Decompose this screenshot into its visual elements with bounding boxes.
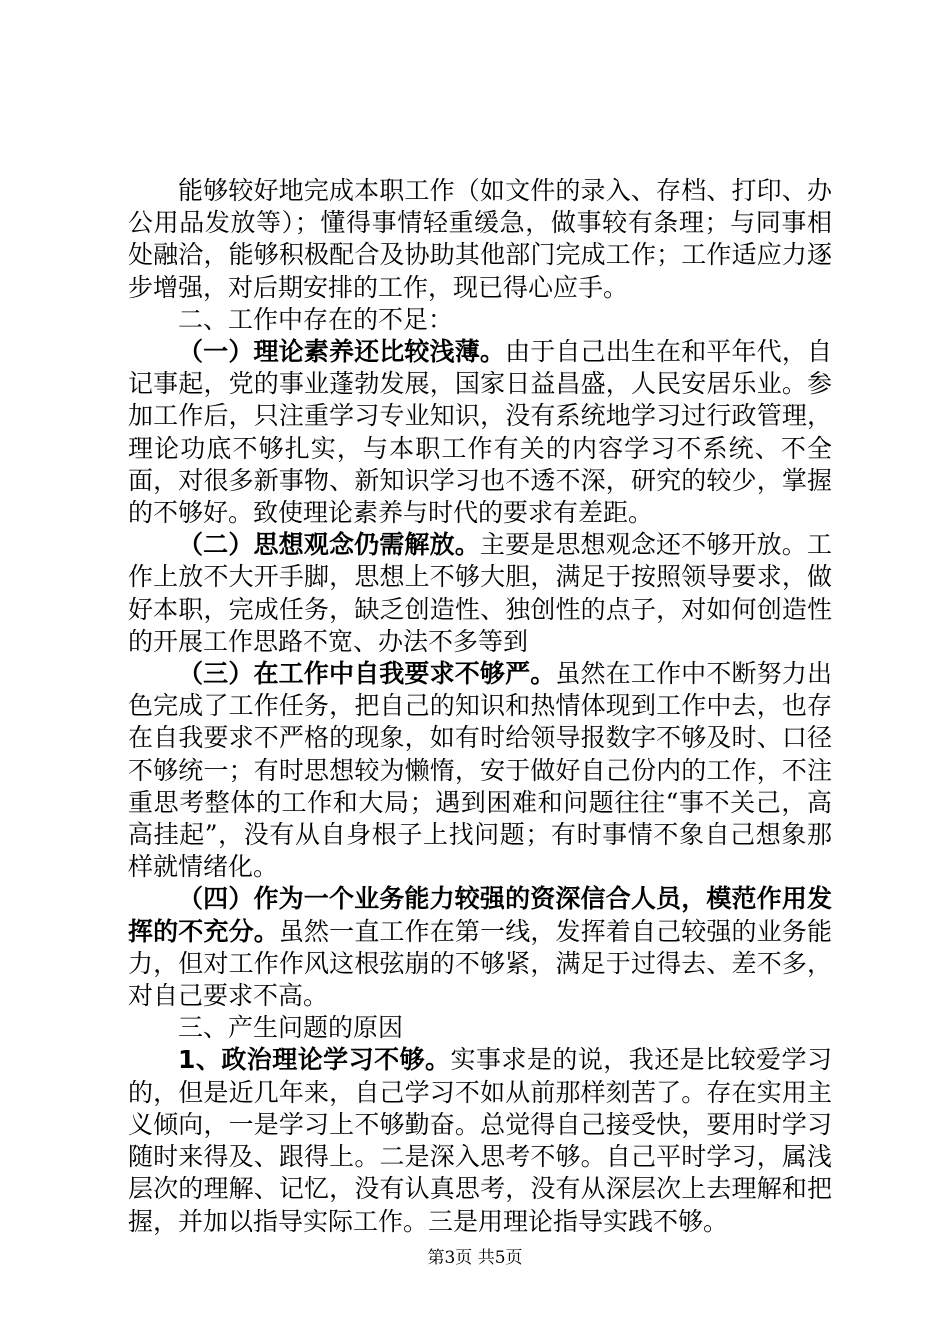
paragraph-self-discipline: （三）在工作中自我要求不够严。虽然在工作中不断努力出色完成了工作任务，把自己的知识和热情体现到工作中去，也存在自我要求不严格的现象，如有时给领导报数字不够及时、口径不够统一；有时思想较为懒惰，安于做好自己份内的工作，不注重思考整体的工作和大局；遇到困难和问题往往“事不关己，高高挂起”，没有从自身根子上找问题；有时事情不象自己想象那样就情绪化。 — [128, 659, 832, 882]
paragraph-theory: （一）理论素养还比较浅薄。由于自己出生在和平年代，自记事起，党的事业蓬勃发展，国家日益昌盛，人民安居乐业。参加工作后，只注重学习专业知识，没有系统地学习过行政管理，理论功底不够扎实，与本职工作有关的内容学习不系统、不全面，对很多新事物、新知识学习也不透不深，研究的较少，掌握的不够好。致使理论素养与时代的要求有差距。 — [128, 337, 832, 528]
paragraph-work-performance: 能够较好地完成本职工作（如文件的录入、存档、打印、办公用品发放等）；懂得事情轻重缓急，做事较有条理；与同事相处融洽，能够积极配合及协助其他部门完成工作；工作适应力逐步增强，对后期安排的工作，现已得心应手。 — [128, 176, 832, 302]
page-footer: 第3页 共5页 — [427, 1248, 523, 1268]
paragraph-role-model: （四）作为一个业务能力较强的资深信合人员，模范作用发挥的不充分。虽然一直工作在第一线，发挥着自己较强的业务能力，但对工作作风这根弦崩的不够紧，满足于过得去、差不多，对自己要求不高。 — [128, 884, 832, 1011]
paragraph-lead: （一）理论素养还比较浅薄。 — [178, 337, 506, 367]
paragraph-lead: 1、政治理论学习不够。 — [178, 1045, 451, 1075]
paragraph-lead: （四）作为一个业务能力较强的资深信合人员，模范作用发挥的不充分。 — [128, 884, 832, 946]
document-body — [128, 175, 832, 1238]
paragraph-political-study: 1、政治理论学习不够。实事求是的说，我还是比较爱学习的，但是近几年来，自己学习不如从前那样刻苦了。存在实用主义倾向，一是学习上不够勤奋。总觉得自己接受快，要用时学习随时来得及、跟得上。二是深入思考不够。自己平时学习，属浅层次的理解、记忆，没有认真思考，没有从深层次上去理解和把握，并加以指导实际工作。三是用理论指导实践不够。 — [128, 1045, 832, 1236]
section-heading-shortcomings: 二、工作中存在的不足： — [178, 304, 454, 334]
paragraph-lead: （二）思想观念仍需解放。 — [178, 530, 480, 560]
section-heading-causes: 三、产生问题的原因 — [178, 1013, 404, 1043]
paragraph-lead: （三）在工作中自我要求不够严。 — [178, 659, 556, 689]
paragraph-mindset: （二）思想观念仍需解放。主要是思想观念还不够开放。工作上放不大开手脚，思想上不够大胆，满足于按照领导要求，做好本职，完成任务，缺乏创造性、独创性的点子，对如何创造性的开展工作思路不宽、办法不多等到 — [128, 530, 832, 656]
